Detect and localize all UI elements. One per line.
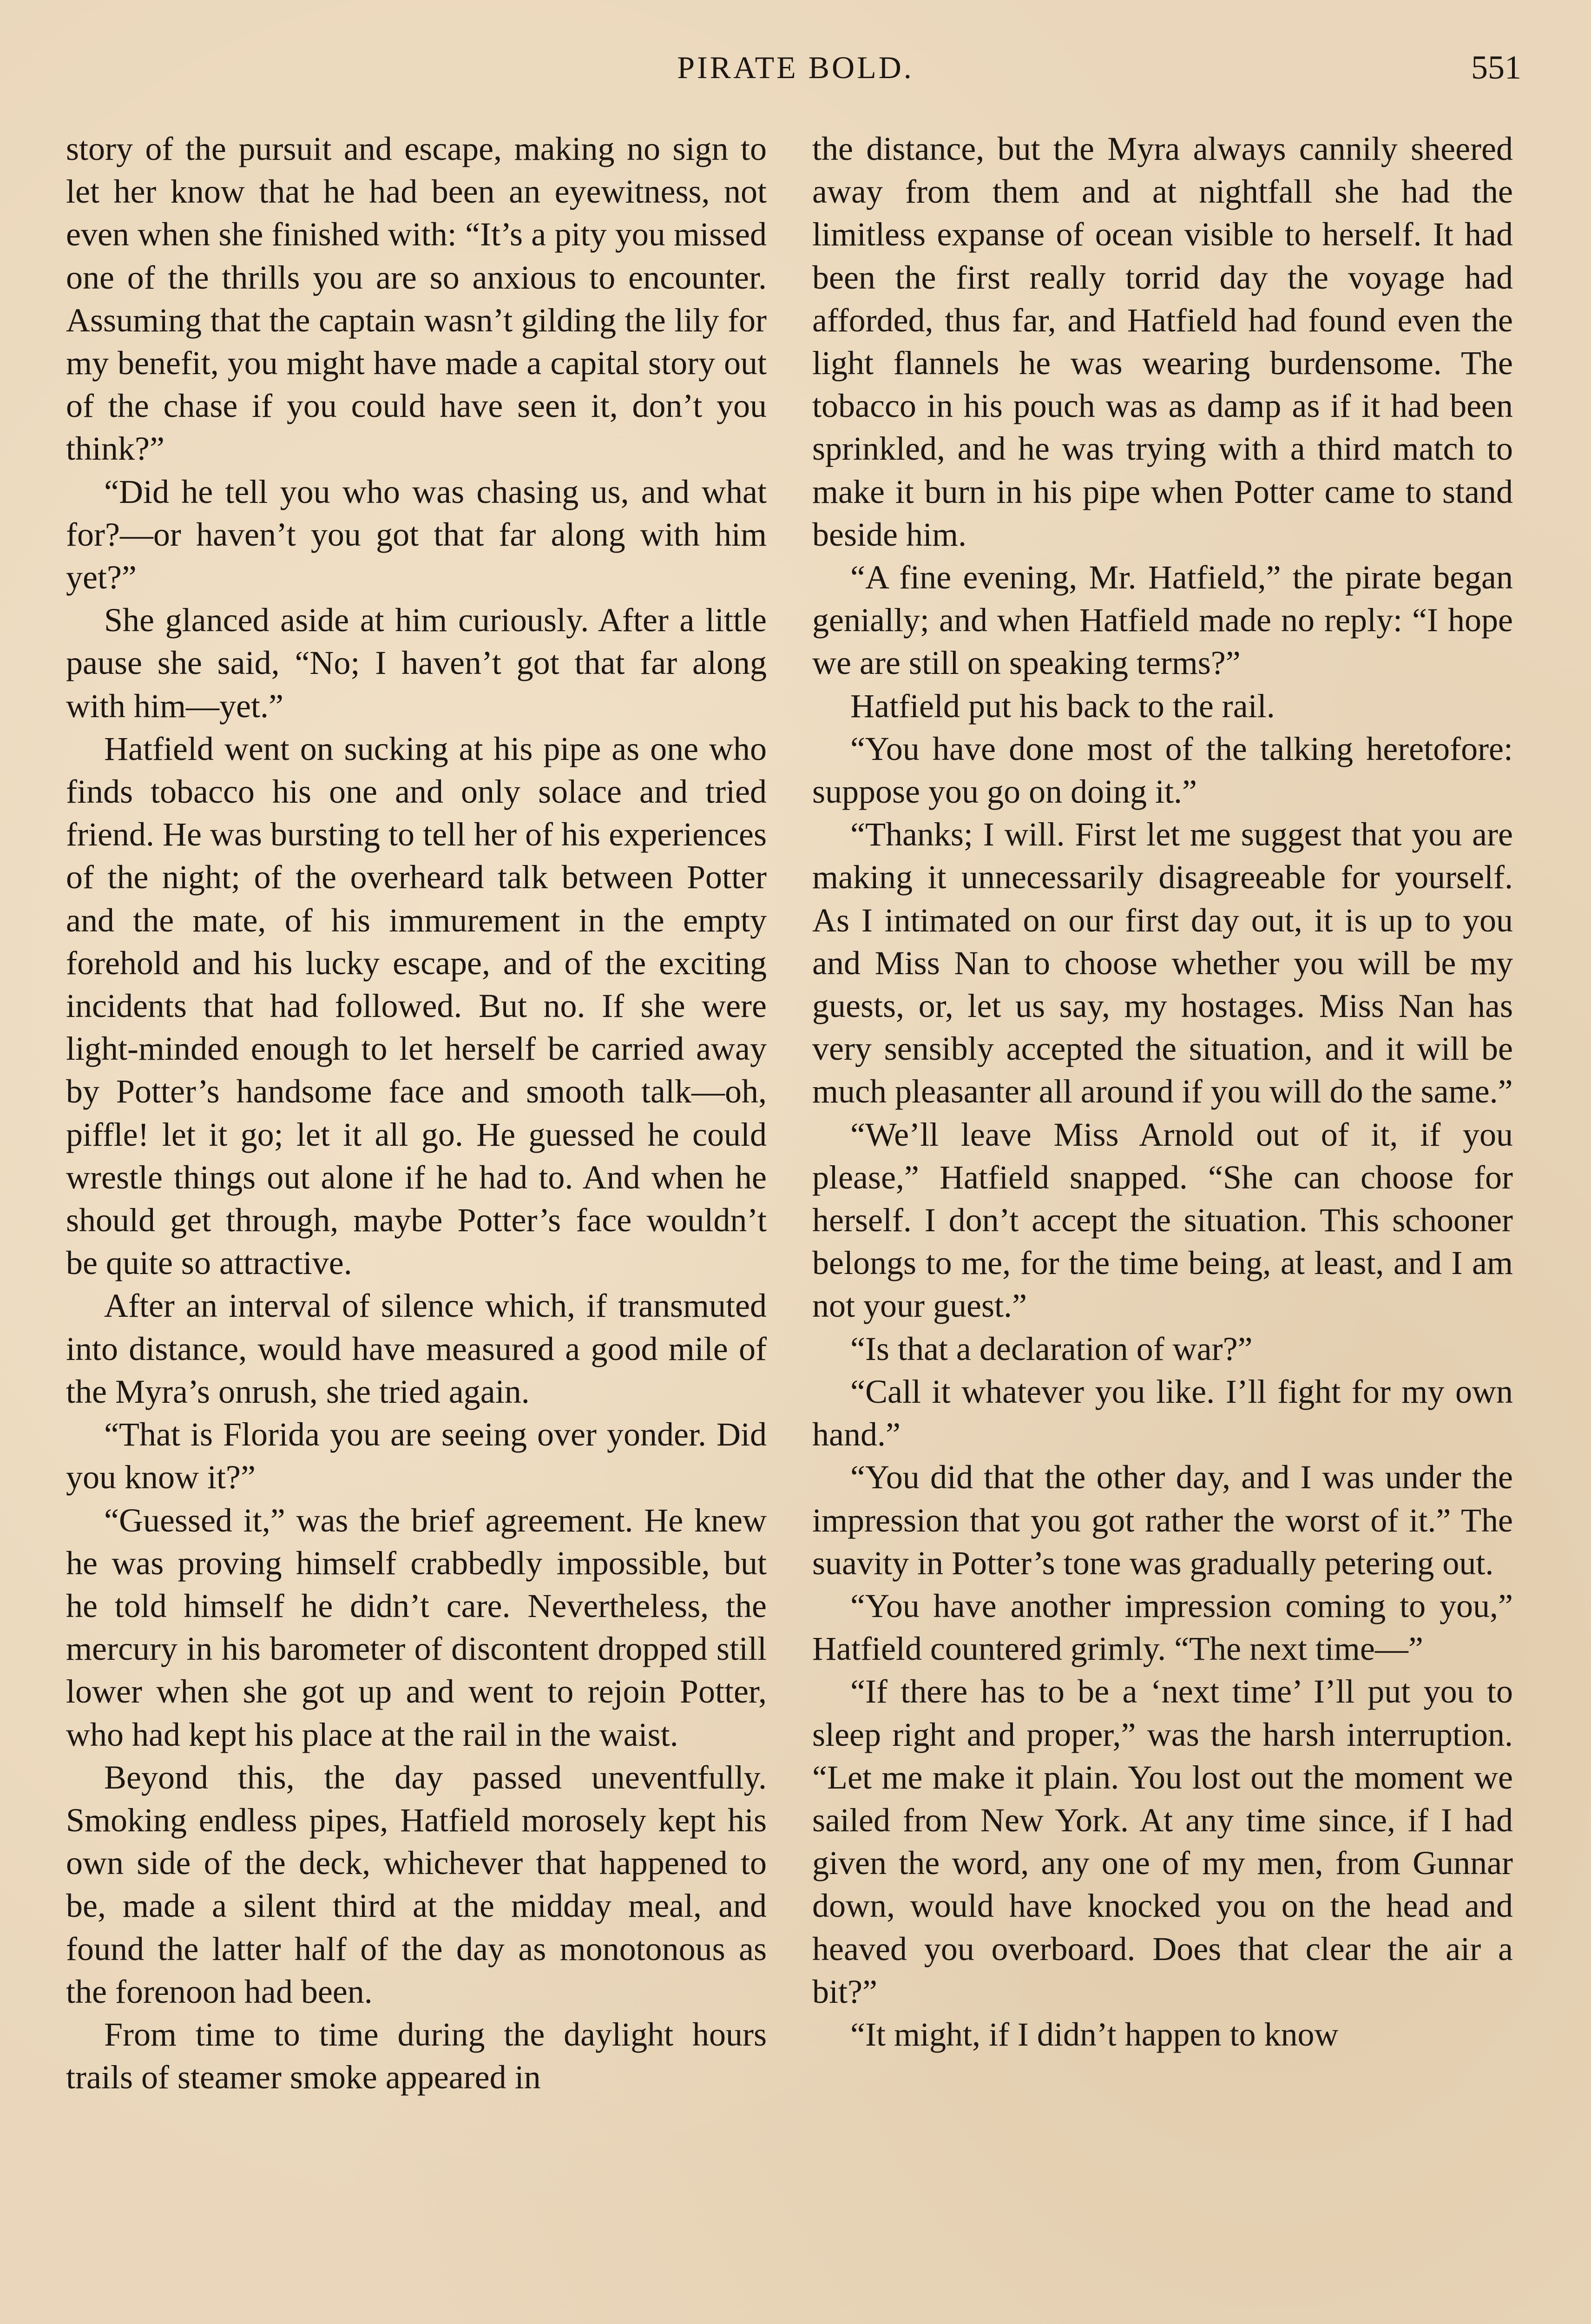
page-header [65, 42, 1526, 93]
paragraph: “Is that a declaration of war?” [850, 1330, 1253, 1367]
paragraph: “If there has to be a ‘next time’ I’ll put you to sleep right and proper,” was the harsh interruption. “Let me make it plain. You lost out the moment we sailed from New York. At any time since, if I had given the word, any one of my men, from Gunnar down, would have knocked you on the head and heaved you overboard. Does that clear the air a bit?” [812, 1673, 1513, 2010]
paragraph: After an interval of silence which, if transmuted into distance, would have measured a good mile of the Myra’s onrush, she tried again. [66, 1287, 767, 1410]
running-title: PIRATE BOLD. [677, 50, 914, 85]
paragraph: the distance, but the Myra always cannily sheered away from them and at nightfall she had the limitless expanse of ocean visible to herself. It had been the first really torrid day the voyage had afforded, thus far, and Hatfield had found even the light flannels he was wearing burdensome. The tobacco in his pouch was as damp as if it had been sprinkled, and he was trying with a third match to make it burn in his pipe when Potter came to stand beside him. [812, 130, 1513, 553]
paragraph: “You have another impression coming to you,” Hatfield countered grimly. “The next time—” [812, 1587, 1513, 1668]
paragraph: Hatfield went on sucking at his pipe as one who finds tobacco his one and only solace and tried friend. He was bursting to tell her of his experiences of the night; of the overheard talk between Potter and the mate, of his immurement in the empty forehold and his lucky escape, and of the exciting incidents that had followed. But no. If she were light-minded enough to let herself be carried away by Potter’s handsome face and smooth talk—oh, piffle! let it go; let it all go. He guessed he could wrestle things out alone if he had to. And when he should get through, maybe Potter’s face wouldn’t be quite so attractive. [66, 730, 767, 1282]
paragraph: “A fine evening, Mr. Hatfield,” the pirate began genially; and when Hatfield made no reply: “I hope we are still on speaking terms?” [812, 559, 1513, 682]
paragraph: Hatfield put his back to the rail. [850, 687, 1275, 725]
paragraph: “That is Florida you are seeing over yonder. Did you know it?” [66, 1416, 767, 1496]
right-column [812, 127, 1513, 2056]
paragraph: She glanced aside at him curiously. After a little pause she said, “No; I haven’t got that far along with him—yet.” [66, 601, 767, 725]
paragraph: “It might, if I didn’t happen to know [850, 2015, 1339, 2053]
paragraph: “Thanks; I will. First let me suggest that you are making it unnecessarily disagreeable for yourself. As I intimated on our first day out, it is up to you and Miss Nan to choose whether you will be my guests, or, let us say, my hostages. Miss Nan has very sensibly accepted the situation, and it will be much pleasanter all around if you will do the same.” [812, 816, 1513, 1110]
paragraph: “We’ll leave Miss Arnold out of it, if you please,” Hatfield snapped. “She can choose for herself. I don’t accept the situation. This schooner belongs to me, for the time being, at least, and I am not your guest.” [812, 1116, 1513, 1325]
paragraph: story of the pursuit and escape, making no sign to let her know that he had been an eyewitness, not even when she finished with: “It’s a pity you missed one of the thrills you are so anxious to encounter. Assuming that the captain wasn’t gilding the lily for my benefit, you might have made a capital story out of the chase if you could have seen it, don’t you think?” [66, 130, 767, 468]
paragraph: From time to time during the daylight hours trails of steamer smoke appeared in [66, 2015, 767, 2096]
paragraph: “You did that the other day, and I was under the impression that you got rather the worst of it.” The suavity in Potter’s tone was gradually petering out. [812, 1459, 1513, 1582]
left-column [66, 127, 767, 2099]
paragraph: “You have done most of the talking heretofore: suppose you go on doing it.” [812, 730, 1513, 811]
paragraph: Beyond this, the day passed uneventfully. Smoking endless pipes, Hatfield morosely kept his own side of the deck, whichever that happened to be, made a silent third at the midday meal, and found the latter half of the day as monotonous as the forenoon had been. [66, 1758, 767, 2010]
paragraph: “Did he tell you who was chasing us, and what for?—or haven’t you got that far along with him yet?” [66, 473, 767, 596]
paragraph: “Call it whatever you like. I’ll fight for my own hand.” [812, 1373, 1513, 1453]
page-number: 551 [1471, 49, 1521, 86]
paragraph: “Guessed it,” was the brief agreement. He knew he was proving himself crabbedly impossible, but he told himself he didn’t care. Nevertheless, the mercury in his barometer of discontent dropped still lower when she got up and went to rejoin Potter, who had kept his place at the rail in the waist. [66, 1501, 767, 1753]
